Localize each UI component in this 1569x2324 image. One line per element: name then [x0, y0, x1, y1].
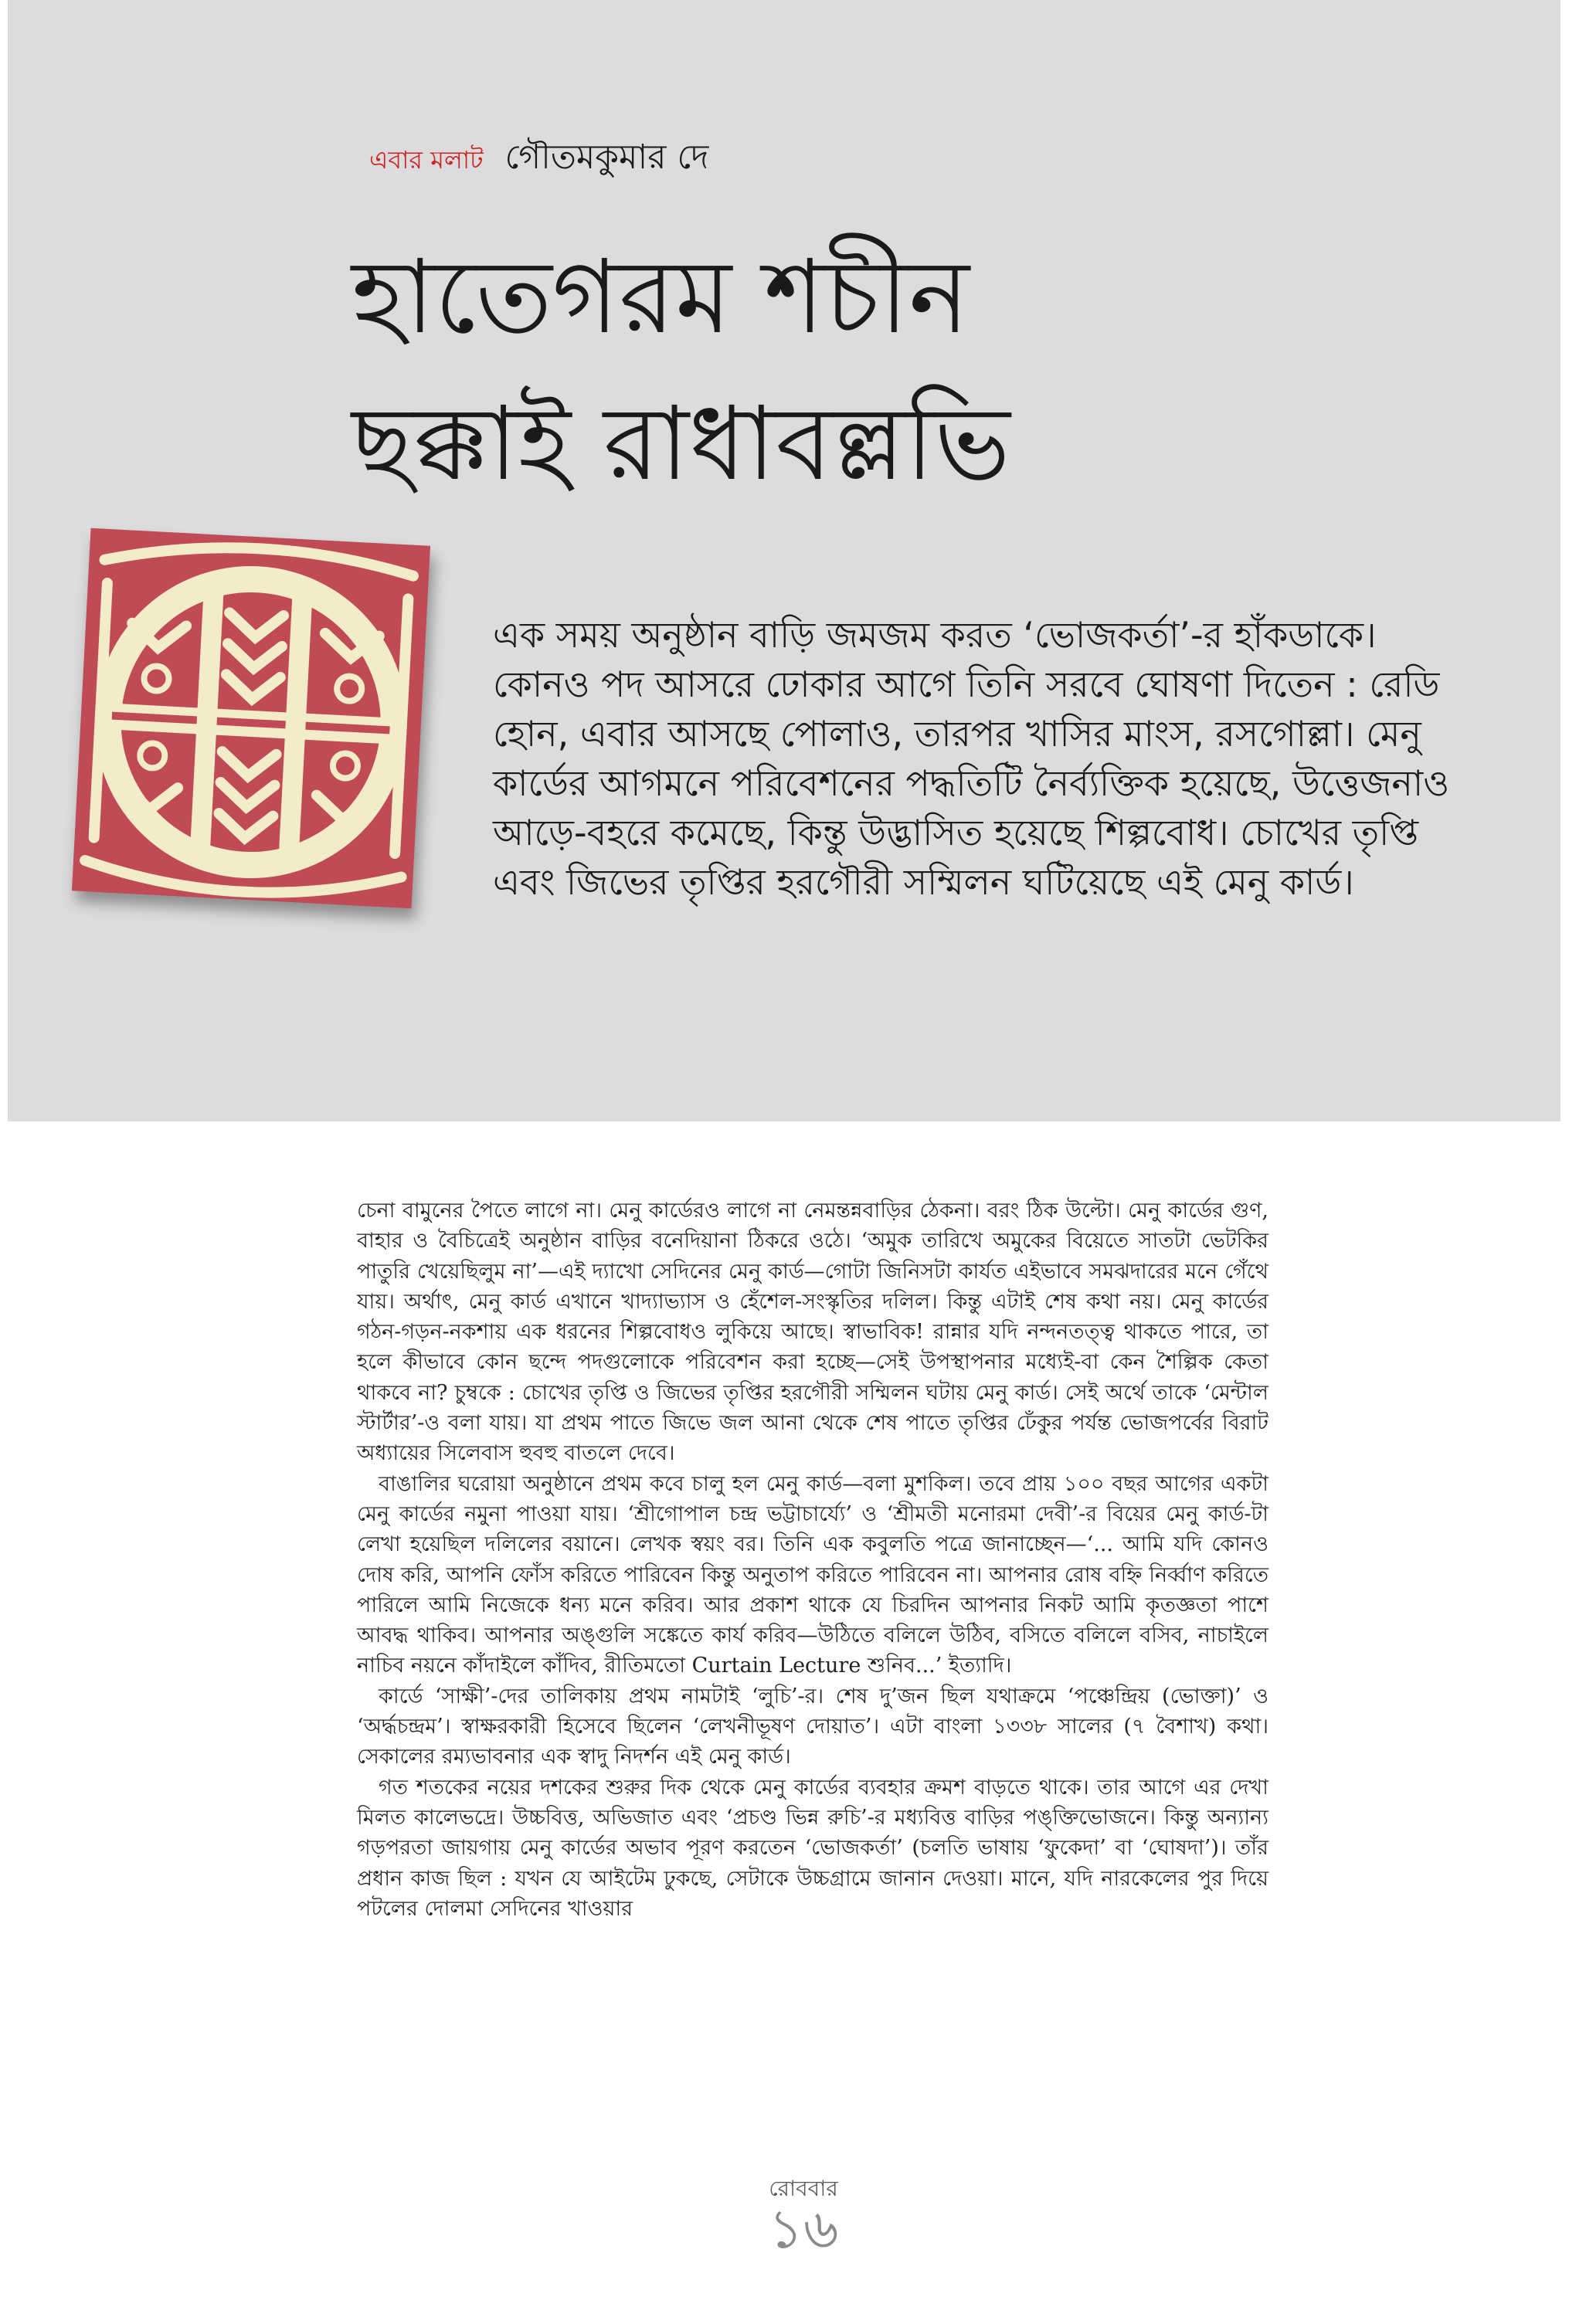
- body-paragraph: গত শতকের নয়ের দশকের শুরুর দিক থেকে মেনু কার্ডের ব্যবহার ক্রমশ বাড়তে থাকে। তার আগে এর দেখা মিলত কালেভদ্রে। উচ্চবিত্ত, অভিজাত এবং ‘প্রচণ্ড ভিন্ন রুচি’-র মধ্যবিত্ত বাড়ির পঙ্‌ক্তিভোজনে। কিন্তু অন্যান্য গড়পরতা জায়গায় মেনু কার্ডের অভাব পূরণ করতেন ‘ভোজকর্তা’ (চলতি ভাষায় ‘ফুকেদা’ বা ‘ঘোষদা’)। তাঁর প্রধান কাজ ছিল : যখন যে আইটেম ঢুকছে, সেটাকে উচ্চগ্রামে জানান দেওয়া। মানে, যদি নারকেলের পুর দিয়ে পটলের দোলমা সেদিনের খাওয়ার: [357, 1775, 1268, 1921]
- decorative-motif-illustration: [72, 528, 430, 908]
- motif-graphic: [72, 528, 430, 908]
- page-number: ১৬: [768, 2197, 839, 2261]
- headline-line-2: ছক্কাই রাধাবল্লভি: [351, 385, 1010, 504]
- headline: [351, 224, 1464, 517]
- kicker-line: [369, 131, 708, 188]
- body-paragraph: চেনা বামুনের পৈতে লাগে না। মেনু কার্ডেরও লাগে না নেমন্তন্নবাড়ির ঠেকনা। বরং ঠিক উল্টো। মেনু কার্ডের গুণ, বাহার ও বৈচিত্রেই অনুষ্ঠান বাড়ির বনেদিয়ানা ঠিকরে ওঠে। ‘অমুক তারিখে অমুকের বিয়েতে সাতটা ভেটকির পাতুরি খেয়েছিলুম না’—এই দ্যাখো সেদিনের মেনু কার্ড—গোটা জিনিসটা কার্যত এইভাবে সমঝদারের মনে গেঁথে যায়। অর্থাৎ, মেনু কার্ড এখানে খাদ্যাভ্যাস ও হেঁশেল-সংস্কৃতির দলিল। কিন্তু এটাই শেষ কথা নয়। মেনু কার্ডের গঠন-গড়ন-নকশায় এক ধরনের শিল্পবোধও লুকিয়ে আছে। স্বাভাবিক! রান্নার যদি নন্দনতত্ত্ব থাকতে পারে, তা হলে কীভাবে কোন ছন্দে পদগুলোকে পরিবেশন করা হচ্ছে—সেই উপস্থাপনার মধ্যেই-বা কেন শৈল্পিক কেতা থাকবে না? চুম্বকে : চোখের তৃপ্তি ও জিভের তৃপ্তির হরগৌরী সম্মিলন ঘটায় মেনু কার্ড। সেই অর্থে তাকে ‘মেন্টাল স্টার্টার’-ও বলা যায়। যা প্রথম পাতে জিভে জল আনা থেকে শেষ পাতে তৃপ্তির ঢেঁকুর পর্যন্ত ভোজপর্বের বিরাট অধ্যায়ের সিলেবাস হুবহু বাতলে দেবে।: [357, 1199, 1268, 1466]
- body-paragraph: বাঙালির ঘরোয়া অনুষ্ঠানে প্রথম কবে চালু হল মেনু কার্ড—বলা মুশকিল। তবে প্রায় ১০০ বছর আগের একটা মেনু কার্ডের নমুনা পাওয়া যায়। ‘শ্রীগোপাল চন্দ্র ভট্টাচার্য্যে’ ও ‘শ্রীমতী মনোরমা দেবী’-র বিয়ের মেনু কার্ড-টা লেখা হয়েছিল দলিলের বয়ানে। লেখক স্বয়ং বর। তিনি এক কবুলতি পত্রে জানাচ্ছেন—‘... আমি যদি কোনও দোষ করি, আপনি ফোঁস করিতে পারিবেন কিন্তু অনুতাপ করিতে পারিবেন না। আপনার রোষ বহ্নি নির্ব্বাণ করিতে পারিলে আমি নিজেকে ধন্য মনে করিব। আর প্রকাশ থাকে যে চিরদিন আপনার নিকট আমি কৃতজ্ঞতা পাশে আবদ্ধ থাকিব। আপনার অঙ্গুলি সঙ্কেতে কার্য করিব—উঠিতে বলিলে উঠিব, বসিতে বলিলে বসিব, নাচাইলে নাচিব নয়নে কাঁদাইলে কাঁদিব, রীতিমতো Curtain Lecture শুনিব...’ ইত্যাদি।: [357, 1471, 1268, 1678]
- magazine-name: রোববার: [769, 2176, 838, 2201]
- author-byline: গৌতমকুমার দে: [504, 137, 709, 177]
- section-label: এবার মলাট: [369, 145, 484, 175]
- article-body: [357, 1196, 1268, 1924]
- headline-line-1: হাতেগরম শচীন: [351, 238, 970, 357]
- standfirst: এক সময় অনুষ্ঠান বাড়ি জমজম করত ‘ভোজকর্তা’-র হাঁকডাকে। কোনও পদ আসরে ঢোকার আগে তিনি সরবে ঘোষণা দিতেন : রেডি হোন, এবার আসছে পোলাও, তারপর খাসির মাংস, রসগোল্লা। মেনু কার্ডের আগমনে পরিবেশনের পদ্ধতিটি নৈর্ব্যক্তিক হয়েছে, উত্তেজনাও আড়ে-বহরে কমেছে, কিন্তু উদ্ভাসিত হয়েছে শিল্পবোধ। চোখের তৃপ্তি এবং জিভের তৃপ্তির হরগৌরী সম্মিলন ঘটিয়েছে এই মেনু কার্ড।: [493, 614, 1450, 903]
- header-panel: [8, 0, 1561, 1121]
- body-paragraph: কার্ডে ‘সাক্ষী’-দের তালিকায় প্রথম নামটাই ‘লুচি’-র। শেষ দু’জন ছিল যথাক্রমে ‘পঞ্চেন্দ্রিয় (ভোক্তা)’ ও ‘অর্দ্ধচন্দ্রম’। স্বাক্ষরকারী হিসেবে ছিলেন ‘লেখনীভূষণ দোয়াত’। এটা বাংলা ১৩৩৮ সালের (৭ বৈশাখ) কথা। সেকালের রম্যভাবনার এক স্বাদু নিদর্শন এই মেনু কার্ড।: [357, 1684, 1268, 1769]
